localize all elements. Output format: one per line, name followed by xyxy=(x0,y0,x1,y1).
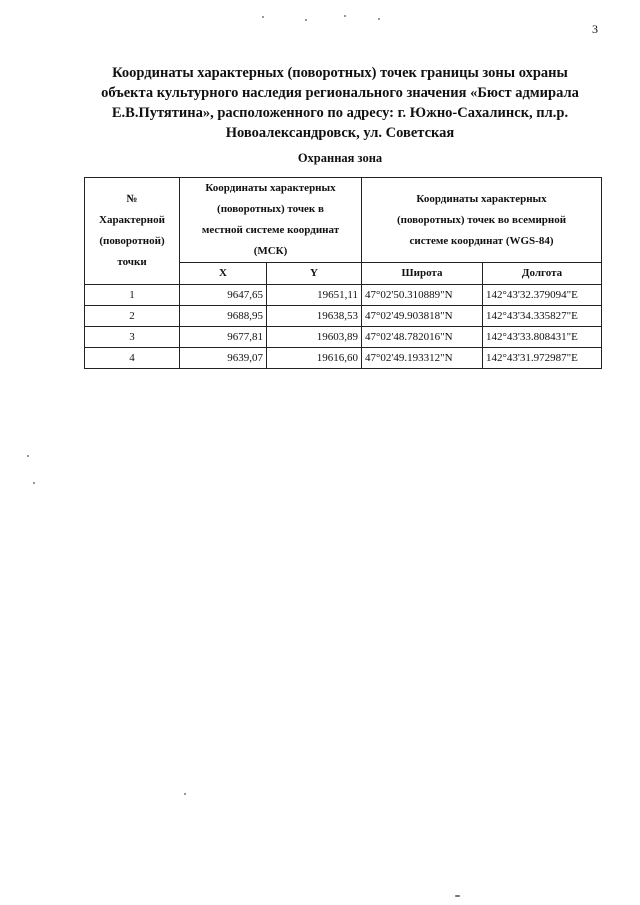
page-number: 3 xyxy=(592,22,598,36)
cell-point-number: 3 xyxy=(85,327,180,348)
header-text: Координаты характерных xyxy=(416,192,547,205)
cell-x: 9639,07 xyxy=(180,348,267,369)
title-line: Координаты характерных (поворотных) точек границы зоны охраны xyxy=(112,65,568,81)
scan-speck xyxy=(184,793,186,795)
scan-speck xyxy=(33,482,35,484)
header-wgs84-coordinates xyxy=(362,178,602,263)
header-x: X xyxy=(180,263,267,285)
header-text: местной системе координат xyxy=(201,224,340,236)
cell-longitude: 142°43'34.335827"E xyxy=(483,306,602,327)
cell-longitude: 142°43'33.808431"E xyxy=(483,327,602,348)
cell-latitude: 47°02'48.782016"N xyxy=(362,327,483,348)
coordinates-table xyxy=(84,177,602,369)
zone-caption: Охранная зона xyxy=(297,151,383,165)
table-row xyxy=(85,285,602,306)
document-title xyxy=(80,63,600,143)
header-text: Координаты характерных xyxy=(205,182,336,194)
cell-point-number: 1 xyxy=(85,285,180,306)
scan-speck xyxy=(344,15,346,17)
scan-speck xyxy=(305,19,307,21)
cell-x: 9677,81 xyxy=(180,327,267,348)
header-longitude: Долгота xyxy=(483,263,602,285)
table-row xyxy=(85,327,602,348)
table-header-row xyxy=(85,178,602,263)
cell-x: 9688,95 xyxy=(180,306,267,327)
title-line: Новоалександровск, ул. Советская xyxy=(225,125,455,141)
cell-latitude: 47°02'50.310889"N xyxy=(362,285,483,306)
header-latitude: Широта xyxy=(362,263,483,285)
table-row xyxy=(85,348,602,369)
header-text: (поворотных) точек в xyxy=(217,203,324,215)
header-y: Y xyxy=(267,263,362,285)
cell-point-number: 4 xyxy=(85,348,180,369)
header-text: системе координат (WGS-84) xyxy=(409,234,554,247)
header-text: № xyxy=(126,193,138,205)
cell-y: 19616,60 xyxy=(267,348,362,369)
scan-speck xyxy=(262,16,264,18)
title-line: Е.В.Путятина», расположенного по адресу: г. Южно-Сахалинск, пл.р. xyxy=(111,105,569,121)
cell-longitude: 142°43'32.379094"E xyxy=(483,285,602,306)
header-text: (поворотных) точек во всемирной xyxy=(396,213,567,226)
cell-x: 9647,65 xyxy=(180,285,267,306)
table-row xyxy=(85,306,602,327)
cell-y: 19638,53 xyxy=(267,306,362,327)
header-text: точки xyxy=(117,256,147,268)
cell-longitude: 142°43'31.972987"E xyxy=(483,348,602,369)
header-text: Характерной xyxy=(99,214,165,226)
scan-speck xyxy=(455,895,460,897)
header-msk-coordinates xyxy=(180,178,362,263)
cell-point-number: 2 xyxy=(85,306,180,327)
header-text: (МСК) xyxy=(253,245,288,257)
scan-speck xyxy=(27,455,29,457)
cell-latitude: 47°02'49.193312"N xyxy=(362,348,483,369)
header-point-number xyxy=(85,178,180,285)
cell-latitude: 47°02'49.903818"N xyxy=(362,306,483,327)
cell-y: 19651,11 xyxy=(267,285,362,306)
scan-speck xyxy=(378,18,380,20)
header-text: (поворотной) xyxy=(99,235,165,247)
title-line: объекта культурного наследия регионального значения «Бюст адмирала xyxy=(101,85,579,101)
cell-y: 19603,89 xyxy=(267,327,362,348)
